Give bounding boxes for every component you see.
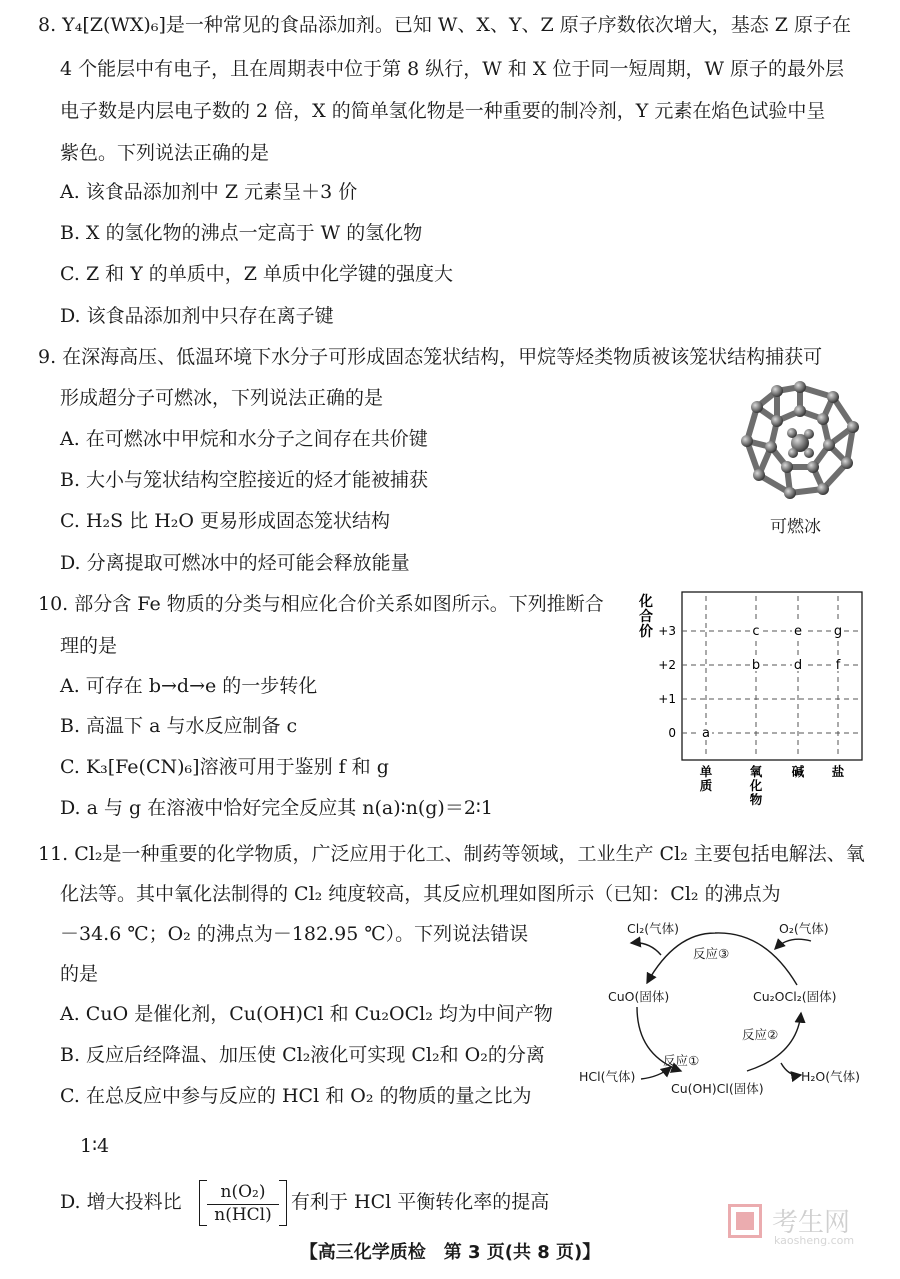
combustible-ice-caption: 可燃冰	[770, 517, 821, 537]
q11-stem-line-1: 11. Cl₂是一种重要的化学物质，广泛应用于化工、制药等领域，工业生产 Cl₂ 主要包括电解法、氧	[38, 843, 865, 865]
y-tick-2: +2	[658, 658, 676, 672]
point-a: a	[702, 726, 710, 741]
q9-option-c: C. H₂S 比 H₂O 更易形成固态笼状结构	[60, 510, 391, 532]
arrow-hcl-in	[641, 1067, 671, 1079]
arc-reaction-2	[747, 1013, 801, 1071]
q8-stem-line-4: 紫色。下列说法正确的是	[60, 142, 270, 164]
q11-option-d-prefix: D. 增大投料比	[60, 1191, 182, 1213]
label-cuohcl: Cu(OH)Cl(固体)	[671, 1081, 764, 1096]
point-e: e	[794, 624, 802, 639]
q11-feed-ratio-fraction	[197, 1178, 289, 1228]
label-cuo: CuO(固体)	[608, 989, 670, 1004]
x-tick-2-0: 碱	[791, 764, 805, 779]
x-tick-1-0: 氧	[749, 764, 763, 779]
q9-option-b: B. 大小与笼状结构空腔接近的烃才能被捕获	[60, 469, 429, 491]
point-c: c	[752, 624, 760, 639]
arrow-h2o-out	[781, 1063, 801, 1075]
q9-option-d: D. 分离提取可燃冰中的烃可能会释放能量	[60, 552, 410, 574]
label-cu2ocl2: Cu₂OCl₂(固体)	[753, 989, 837, 1004]
x-tick-1-1: 化	[749, 778, 763, 793]
q8-option-b: B. X 的氢化物的沸点一定高于 W 的氢化物	[60, 222, 423, 244]
chart-y-label-2: 合	[639, 609, 653, 625]
chart-y-label-1: 化	[639, 594, 653, 610]
q9-option-a: A. 在可燃冰中甲烷和水分子之间存在共价键	[60, 428, 428, 450]
watermark-url: kaosheng.com	[774, 1234, 855, 1247]
q11-option-a: A. CuO 是催化剂，Cu(OH)Cl 和 Cu₂OCl₂ 均为中间产物	[60, 1003, 553, 1025]
q11-option-b: B. 反应后经降温、加压使 Cl₂液化可实现 Cl₂和 O₂的分离	[60, 1044, 545, 1066]
arrow-cl2-out	[631, 943, 661, 955]
q9-stem-line-1: 9. 在深海高压、低温环境下水分子可形成固态笼状结构，甲烷等烃类物质被该笼状结构捕获可	[38, 346, 823, 368]
label-reaction-3: 反应③	[693, 946, 730, 961]
q11-stem-line-3: －34.6 ℃；O₂ 的沸点为－182.95 ℃）。下列说法错误	[60, 923, 529, 945]
q8-option-d: D. 该食品添加剂中只存在离子键	[60, 305, 334, 327]
label-cl2: Cl₂(气体)	[627, 921, 679, 936]
q8-option-a: A. 该食品添加剂中 Z 元素呈＋3 价	[60, 181, 358, 203]
q10-stem-line-2: 理的是	[60, 635, 118, 657]
y-tick-3: +3	[658, 624, 676, 638]
x-tick-0-1: 质	[699, 778, 713, 793]
combustible-ice-image	[735, 375, 865, 505]
label-h2o: H₂O(气体)	[801, 1069, 861, 1084]
fraction-numerator: n(O₂)	[220, 1182, 266, 1202]
reaction-cycle-diagram	[575, 915, 865, 1100]
q10-option-d: D. a 与 g 在溶液中恰好完全反应其 n(a)∶n(g)＝2∶1	[60, 797, 493, 819]
label-o2: O₂(气体)	[779, 921, 829, 936]
chart-y-label-3: 价	[639, 624, 653, 640]
label-hcl: HCl(气体)	[579, 1069, 636, 1084]
q8-stem-line-2: 4 个能层中有电子，且在周期表中位于第 8 纵行，W 和 X 位于同一短周期，W 原子的最外层	[60, 58, 845, 80]
q11-option-d-suffix: 有利于 HCl 平衡转化率的提高	[291, 1191, 550, 1213]
page-footer: 【高三化学质检 第 3 页(共 8 页)】	[299, 1242, 601, 1263]
q10-stem-line-1: 10. 部分含 Fe 物质的分类与相应化合价关系如图所示。下列推断合	[38, 593, 604, 615]
x-tick-1-2: 物	[749, 792, 763, 807]
q11-stem-line-2: 化法等。其中氧化法制得的 Cl₂ 纯度较高，其反应机理如图所示（已知：Cl₂ 的沸点为	[60, 883, 781, 905]
arrow-o2-in	[775, 939, 811, 949]
fe-valence-chart	[632, 588, 864, 810]
q8-stem-line-3: 电子数是内层电子数的 2 倍，X 的简单氢化物是一种重要的制冷剂，Y 元素在焰色试验中呈	[60, 100, 826, 122]
x-tick-3-0: 盐	[831, 764, 845, 779]
point-f: f	[835, 658, 841, 673]
q11-option-c: C. 在总反应中参与反应的 HCl 和 O₂ 的物质的量之比为	[60, 1085, 532, 1107]
q9-stem-line-2: 形成超分子可燃冰，下列说法正确的是	[60, 387, 384, 409]
point-g: g	[833, 624, 843, 639]
watermark-logo-mark	[736, 1212, 754, 1230]
q10-option-c: C. K₃[Fe(CN)₆]溶液可用于鉴别 f 和 g	[60, 756, 389, 778]
y-tick-0: 0	[668, 726, 676, 740]
q8-stem-line-1: 8. Y₄[Z(WX)₆]是一种常见的食品添加剂。已知 W、X、Y、Z 原子序数依次增大，基态 Z 原子在	[38, 14, 852, 36]
q10-option-a: A. 可存在 b→d→e 的一步转化	[60, 675, 318, 697]
q8-option-c: C. Z 和 Y 的单质中，Z 单质中化学键的强度大	[60, 263, 454, 285]
x-tick-0-0: 单	[699, 764, 713, 779]
q11-stem-line-4: 的是	[60, 963, 99, 985]
fraction-denominator: n(HCl)	[214, 1205, 272, 1225]
label-reaction-2: 反应②	[742, 1027, 779, 1042]
y-tick-1: +1	[658, 692, 676, 706]
label-reaction-1: 反应①	[663, 1053, 700, 1068]
q11-option-c-ratio: 1∶4	[80, 1135, 110, 1157]
point-b: b	[751, 658, 761, 673]
watermark-brand: 考生网	[772, 1208, 851, 1238]
point-d: d	[793, 658, 803, 673]
q10-option-b: B. 高温下 a 与水反应制备 c	[60, 715, 298, 737]
